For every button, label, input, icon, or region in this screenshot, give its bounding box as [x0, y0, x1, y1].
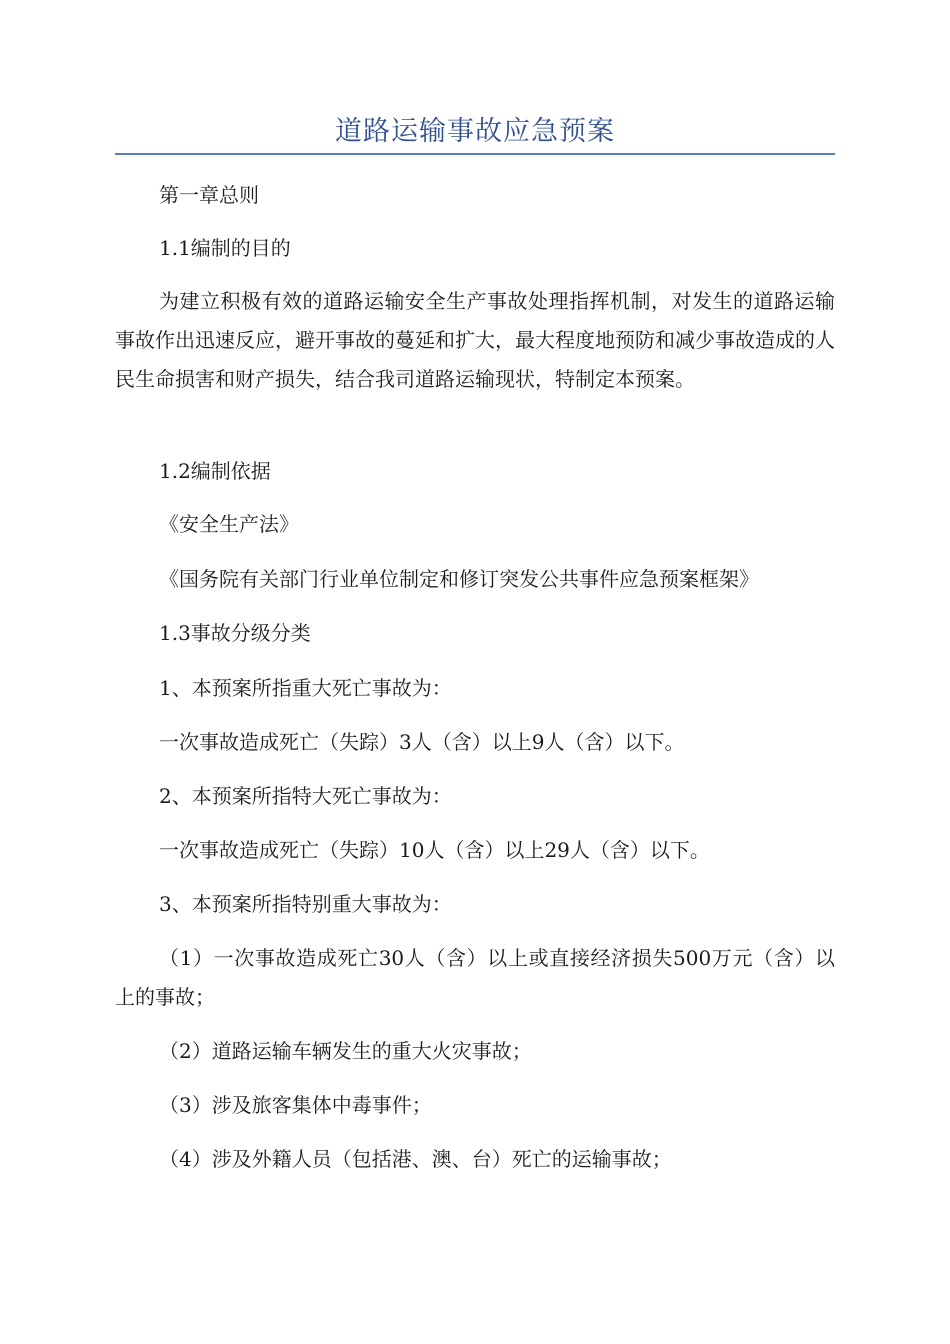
list-item: （3）涉及旅客集体中毒事件；	[159, 1093, 432, 1117]
document-title: 道路运输事故应急预案	[335, 116, 615, 147]
body-paragraph: 一次事故造成死亡（失踪）3人（含）以上9人（含）以下。	[159, 730, 685, 754]
chapter-heading: 第一章总则	[159, 183, 259, 207]
section-heading: 1.3事故分级分类	[159, 621, 311, 645]
list-item: 3、本预案所指特别重大事故为：	[159, 892, 452, 916]
list-item: （1）一次事故造成死亡30人（含）以上或直接经济损失500万元（含）以上的事故；	[115, 946, 835, 1009]
list-item: 1、本预案所指重大死亡事故为：	[159, 676, 452, 700]
reference-item: 《国务院有关部门行业单位制定和修订突发公共事件应急预案框架》	[159, 567, 759, 591]
section-heading: 1.1编制的目的	[159, 236, 291, 260]
list-item: 2、本预案所指特大死亡事故为：	[159, 784, 452, 808]
title-underline	[115, 153, 835, 155]
body-paragraph: 一次事故造成死亡（失踪）10人（含）以上29人（含）以下。	[159, 838, 710, 862]
list-item: （4）涉及外籍人员（包括港、澳、台）死亡的运输事故；	[159, 1147, 672, 1171]
section-heading: 1.2编制依据	[159, 459, 271, 483]
list-item: （2）道路运输车辆发生的重大火灾事故；	[159, 1039, 532, 1063]
reference-item: 《安全生产法》	[159, 512, 299, 536]
body-paragraph: 为建立积极有效的道路运输安全生产事故处理指挥机制，对发生的道路运输事故作出迅速反应，避开事故的蔓延和扩大，最大程度地预防和减少事故造成的人民生命损害和财产损失，结合我司道路运输现状，特制定本预案。	[115, 289, 835, 391]
